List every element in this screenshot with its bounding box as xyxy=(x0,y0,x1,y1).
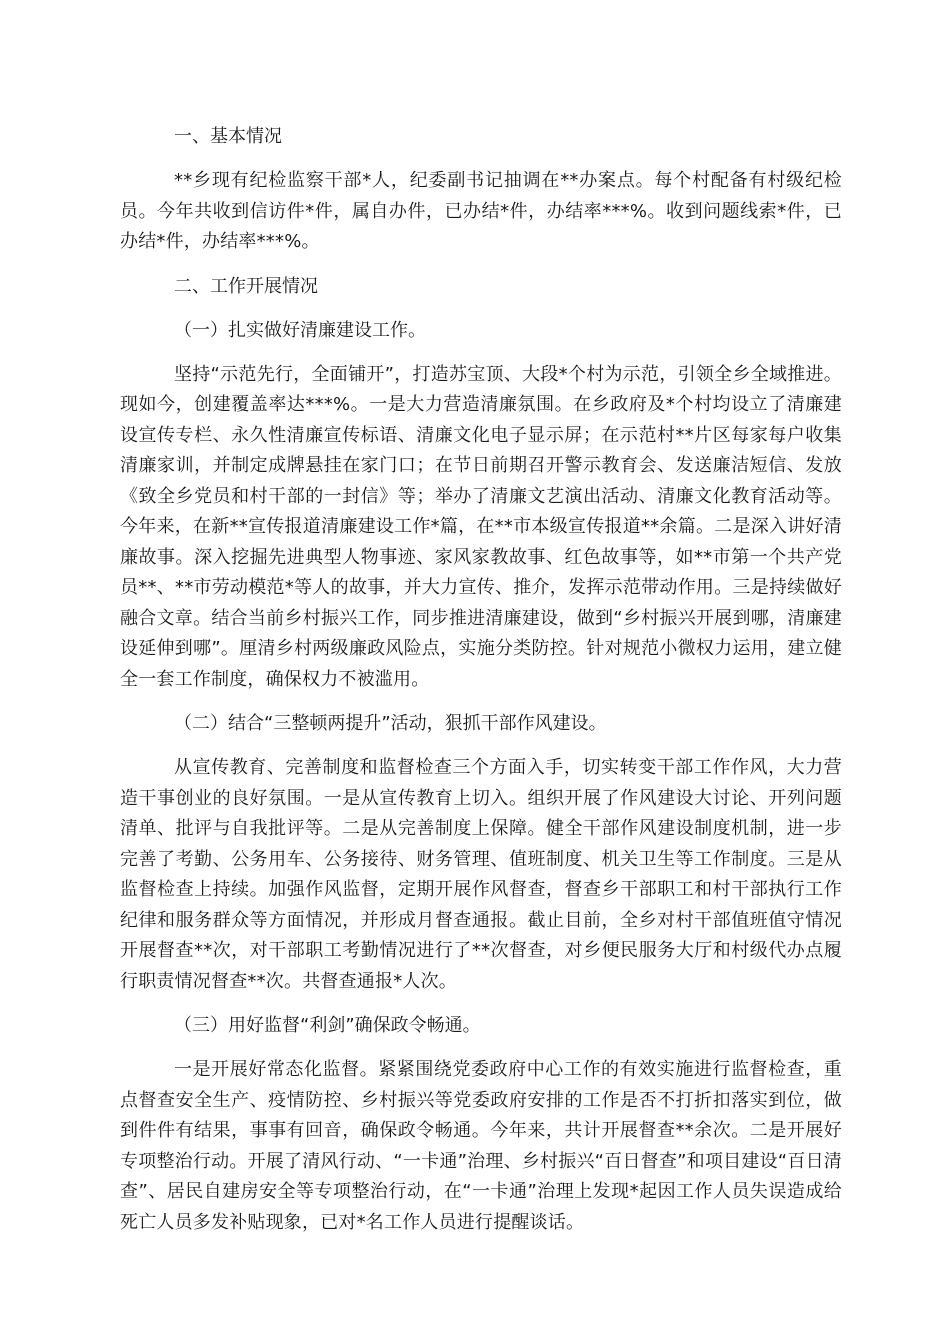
subsection-1-title: （一）扎实做好清廉建设工作。 xyxy=(174,319,426,341)
section-2-title: 二、工作开展情况 xyxy=(174,275,318,297)
subsection-1-paragraph: 坚持“示范先行，全面铺开”，打造苏宝顶、大段*个村为示范，引领全乡全域推进。现如今，创建覆盖率达***%。一是大力营造清廉氛围。在乡政府及*个村均设立了清廉建设宣传专栏、永久性清廉宣传标语、清廉文化电子显示屏；在示范村**片区每家每户收集清廉家训，并制定成牌悬挂在家门口；在节日前期召开警示教育会、发送廉洁短信、发放《致全乡党员和村干部的一封信》等；举办了清廉文艺演出活动、清廉文化教育活动等。今年来，在新**宣传报道清廉建设工作*篇，在**市本级宣传报道**余篇。二是深入讲好清廉故事。深入挖掘先进典型人物事迹、家风家教故事、红色故事等，如**市第一个共产党员**、**市劳动模范*等人的故事，并大力宣传、推介，发挥示范带动作用。三是持续做好融合文章。结合当前乡村振兴工作，同步推进清廉建设，做到“乡村振兴开展到哪，清廉建设延伸到哪”。厘清乡村两级廉政风险点，实施分类防控。针对规范小微权力运用，建立健全一套工作制度，确保权力不被滥用。 xyxy=(120,363,842,690)
section-1-paragraph: **乡现有纪检监察干部*人，纪委副书记抽调在**办案点。每个村配备有村级纪检员。今年共收到信访件*件，属自办件，已办结*件，办结率***%。收到问题线索*件，已办结*件，办结率***%。 xyxy=(120,170,842,252)
subsection-3-title: （三）用好监督“利剑”确保政令畅通。 xyxy=(174,1015,481,1036)
section-1-title: 一、基本情况 xyxy=(174,126,282,147)
subsection-3-paragraph: 一是开展好常态化监督。紧紧围绕党委政府中心工作的有效实施进行监督检查，重点督查安全生产、疫情防控、乡村振兴等党委政府安排的工作是否不打折扣落实到位，做到件件有结果，事事有回音，确保政令畅通。今年来，共计开展督查**余次。二是开展好专项整治行动。开展了清风行动、“一卡通”治理、乡村振兴“百日督查”和项目建设“百日清查”、居民自建房安全等专项整治行动，在“一卡通”治理上发现*起因工作人员失误造成给死亡人员多发补贴现象，已对*名工作人员进行提醒谈话。 xyxy=(120,1059,842,1233)
subsection-2-paragraph: 从宣传教育、完善制度和监督检查三个方面入手，切实转变干部工作作风，大力营造干事创业的良好氛围。一是从宣传教育上切入。组织开展了作风建设大讨论、开列问题清单、批评与自我批评等。二是从完善制度上保障。健全干部作风建设制度机制，进一步完善了考勤、公务用车、公务接待、财务管理、值班制度、机关卫生等工作制度。三是从监督检查上持续。加强作风监督，定期开展作风督查，督查乡干部职工和村干部执行工作纪律和服务群众等方面情况，并形成月督查通报。截止目前，全乡对村干部值班值守情况开展督查**次，对干部职工考勤情况进行了**次督查，对乡便民服务大厅和村级代办点履行职责情况督查**次。共督查通报*人次。 xyxy=(120,757,842,992)
subsection-2-title: （二）结合“三整顿两提升”活动，狠抓干部作风建设。 xyxy=(174,713,607,734)
